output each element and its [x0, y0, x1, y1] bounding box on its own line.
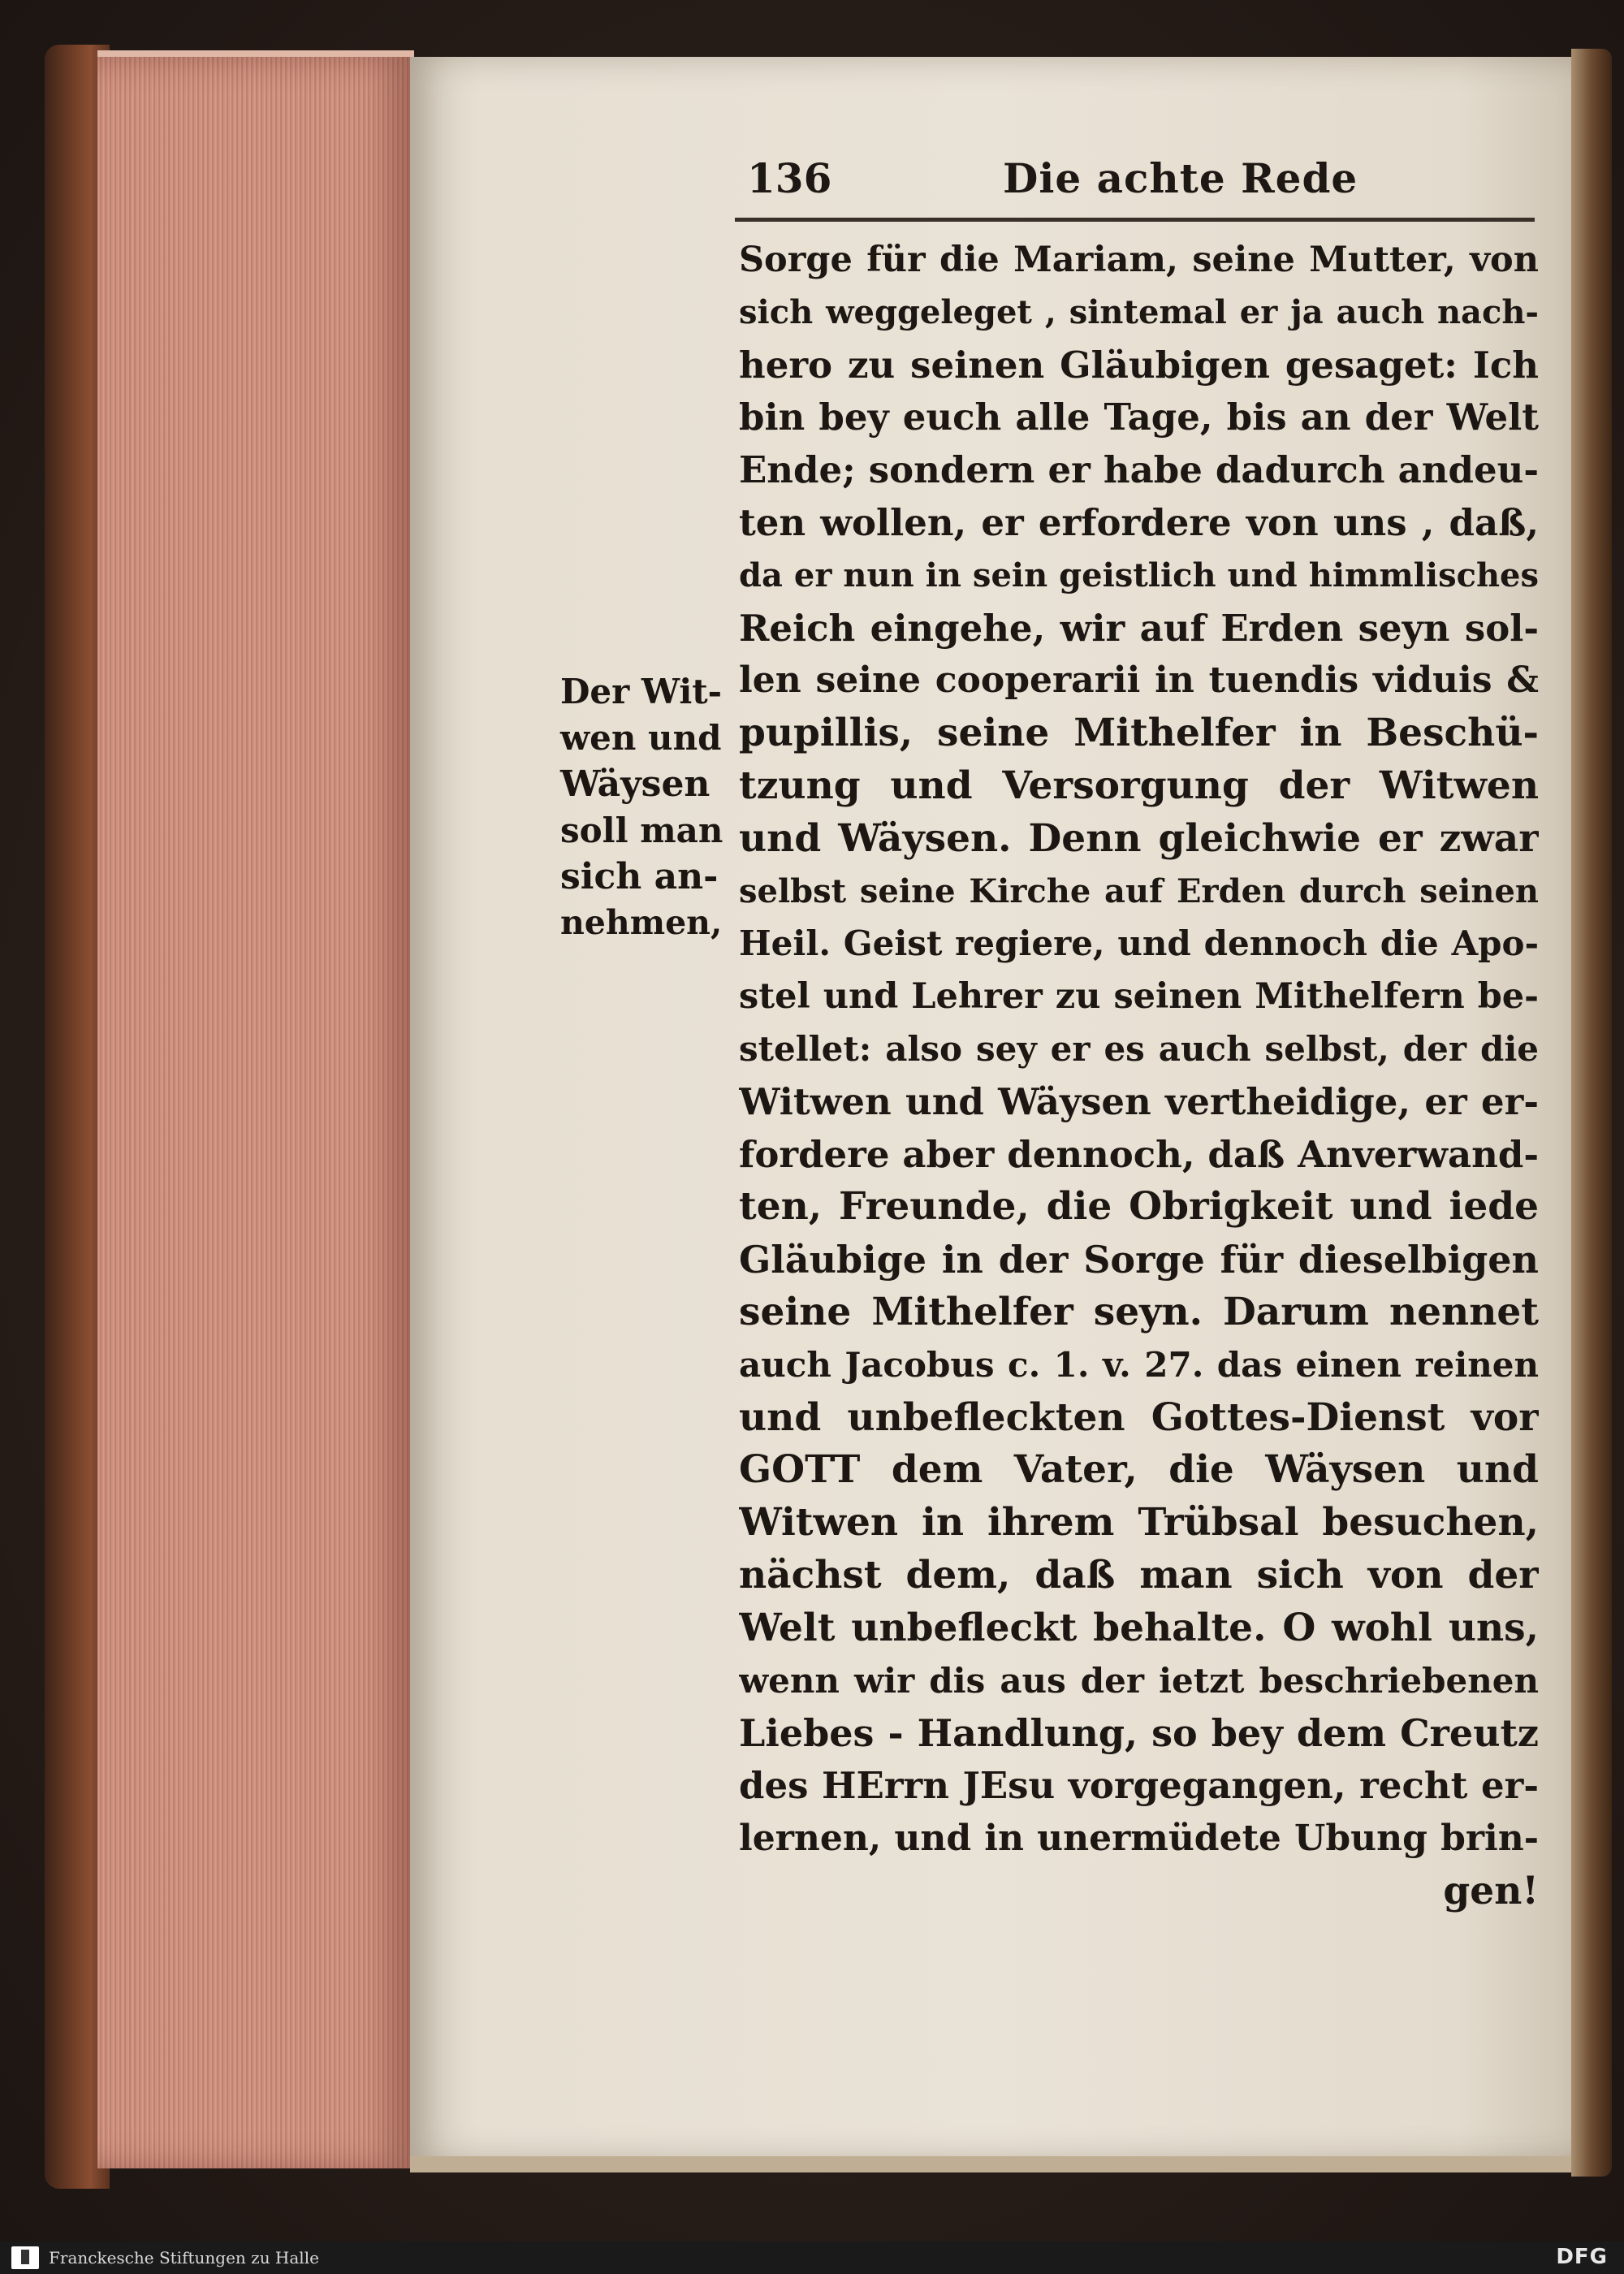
page-edges-block	[97, 57, 414, 2168]
text-line: Heil. Geist regiere, und dennoch die Apo-	[739, 923, 1539, 964]
text-line: und unbefleckten Gottes-Dienst vor	[739, 1394, 1539, 1440]
footer-institution: Franckesche Stiftungen zu Halle	[49, 2248, 319, 2268]
text-line: len seine cooperarii in tuendis viduis &	[739, 659, 1539, 702]
page-number: 136	[747, 154, 832, 202]
institution-logo-icon	[11, 2246, 39, 2269]
text-line: pupillis, seine Mithelfer in Beschü-	[739, 711, 1539, 756]
header-rule	[735, 218, 1535, 222]
page-header	[735, 154, 1539, 211]
text-line: Liebes - Handlung, so bey dem Creutz	[739, 1711, 1539, 1756]
text-line: bin bey euch alle Tage, bis an der Welt	[739, 396, 1539, 439]
text-line: wenn wir dis aus der ietzt beschriebenen	[739, 1660, 1539, 1701]
text-line: Witwen in ihrem Trübsal besuchen,	[739, 1500, 1539, 1546]
text-line: GOTT dem Vater, die Wäysen und	[739, 1447, 1539, 1493]
text-line: ten, Freunde, die Obrigkeit und iede	[739, 1184, 1539, 1230]
margin-note-line: sich an-	[560, 856, 719, 897]
text-line: Witwen und Wäysen vertheidige, er er-	[739, 1079, 1539, 1123]
text-line: Welt unbefleckt behalte. O wohl uns,	[739, 1605, 1539, 1650]
margin-note-line: nehmen,	[560, 903, 723, 942]
text-line: stel und Lehrer zu seinen Mithelfern be-	[739, 976, 1539, 1018]
running-head: Die achte Rede	[1003, 154, 1358, 202]
marginal-note	[560, 668, 723, 946]
text-line: ten wollen, er erfordere von uns , daß,	[739, 500, 1539, 544]
text-line: selbst seine Kirche auf Erden durch seinen	[739, 871, 1539, 910]
text-line: seine Mithelfer seyn. Darum nennet	[739, 1289, 1539, 1334]
text-line: Sorge für die Mariam, seine Mutter, von	[739, 240, 1539, 280]
text-line-last: gen!	[1443, 1868, 1539, 1913]
text-line: des HErrn JEsu vorgegangen, recht er-	[739, 1764, 1539, 1808]
dfg-logo: DFG	[1556, 2245, 1608, 2269]
text-line: Ende; sondern er habe dadurch andeu-	[739, 448, 1539, 492]
footer-bar	[0, 2242, 1624, 2274]
text-line: lernen, und in unermüdete Ubung brin-	[739, 1817, 1539, 1859]
text-line: Reich eingehe, wir auf Erden seyn sol-	[739, 606, 1539, 650]
margin-note-line: wen und	[560, 718, 722, 758]
text-line: Gläubige in der Sorge für dieselbigen	[739, 1238, 1539, 1282]
text-line: tzung und Versorgung der Witwen	[739, 763, 1539, 808]
text-line: nächst dem, daß man sich von der	[739, 1552, 1539, 1597]
text-line: sich weggeleget , sintemal er ja auch nach-	[739, 292, 1539, 331]
margin-note-line: Der Wit-	[560, 672, 723, 711]
text-line: auch Jacobus c. 1. v. 27. das einen reinen	[739, 1344, 1539, 1385]
text-line: da er nun in sein geistlich und himmlisches	[739, 556, 1539, 594]
text-line: stellet: also sey er es auch selbst, der die	[739, 1028, 1539, 1069]
text-line: hero zu seinen Gläubigen gesaget: Ich	[739, 343, 1539, 387]
text-line: fordere aber dennoch, daß Anverwand-	[739, 1132, 1539, 1176]
right-cover	[1571, 49, 1612, 2177]
margin-note-line: soll man	[560, 811, 723, 850]
margin-note-line: Wäysen	[560, 763, 710, 805]
body-text	[739, 234, 1539, 1918]
text-line: und Wäysen. Denn gleichwie er zwar	[739, 815, 1539, 861]
page-bottom-edge	[410, 2156, 1575, 2172]
